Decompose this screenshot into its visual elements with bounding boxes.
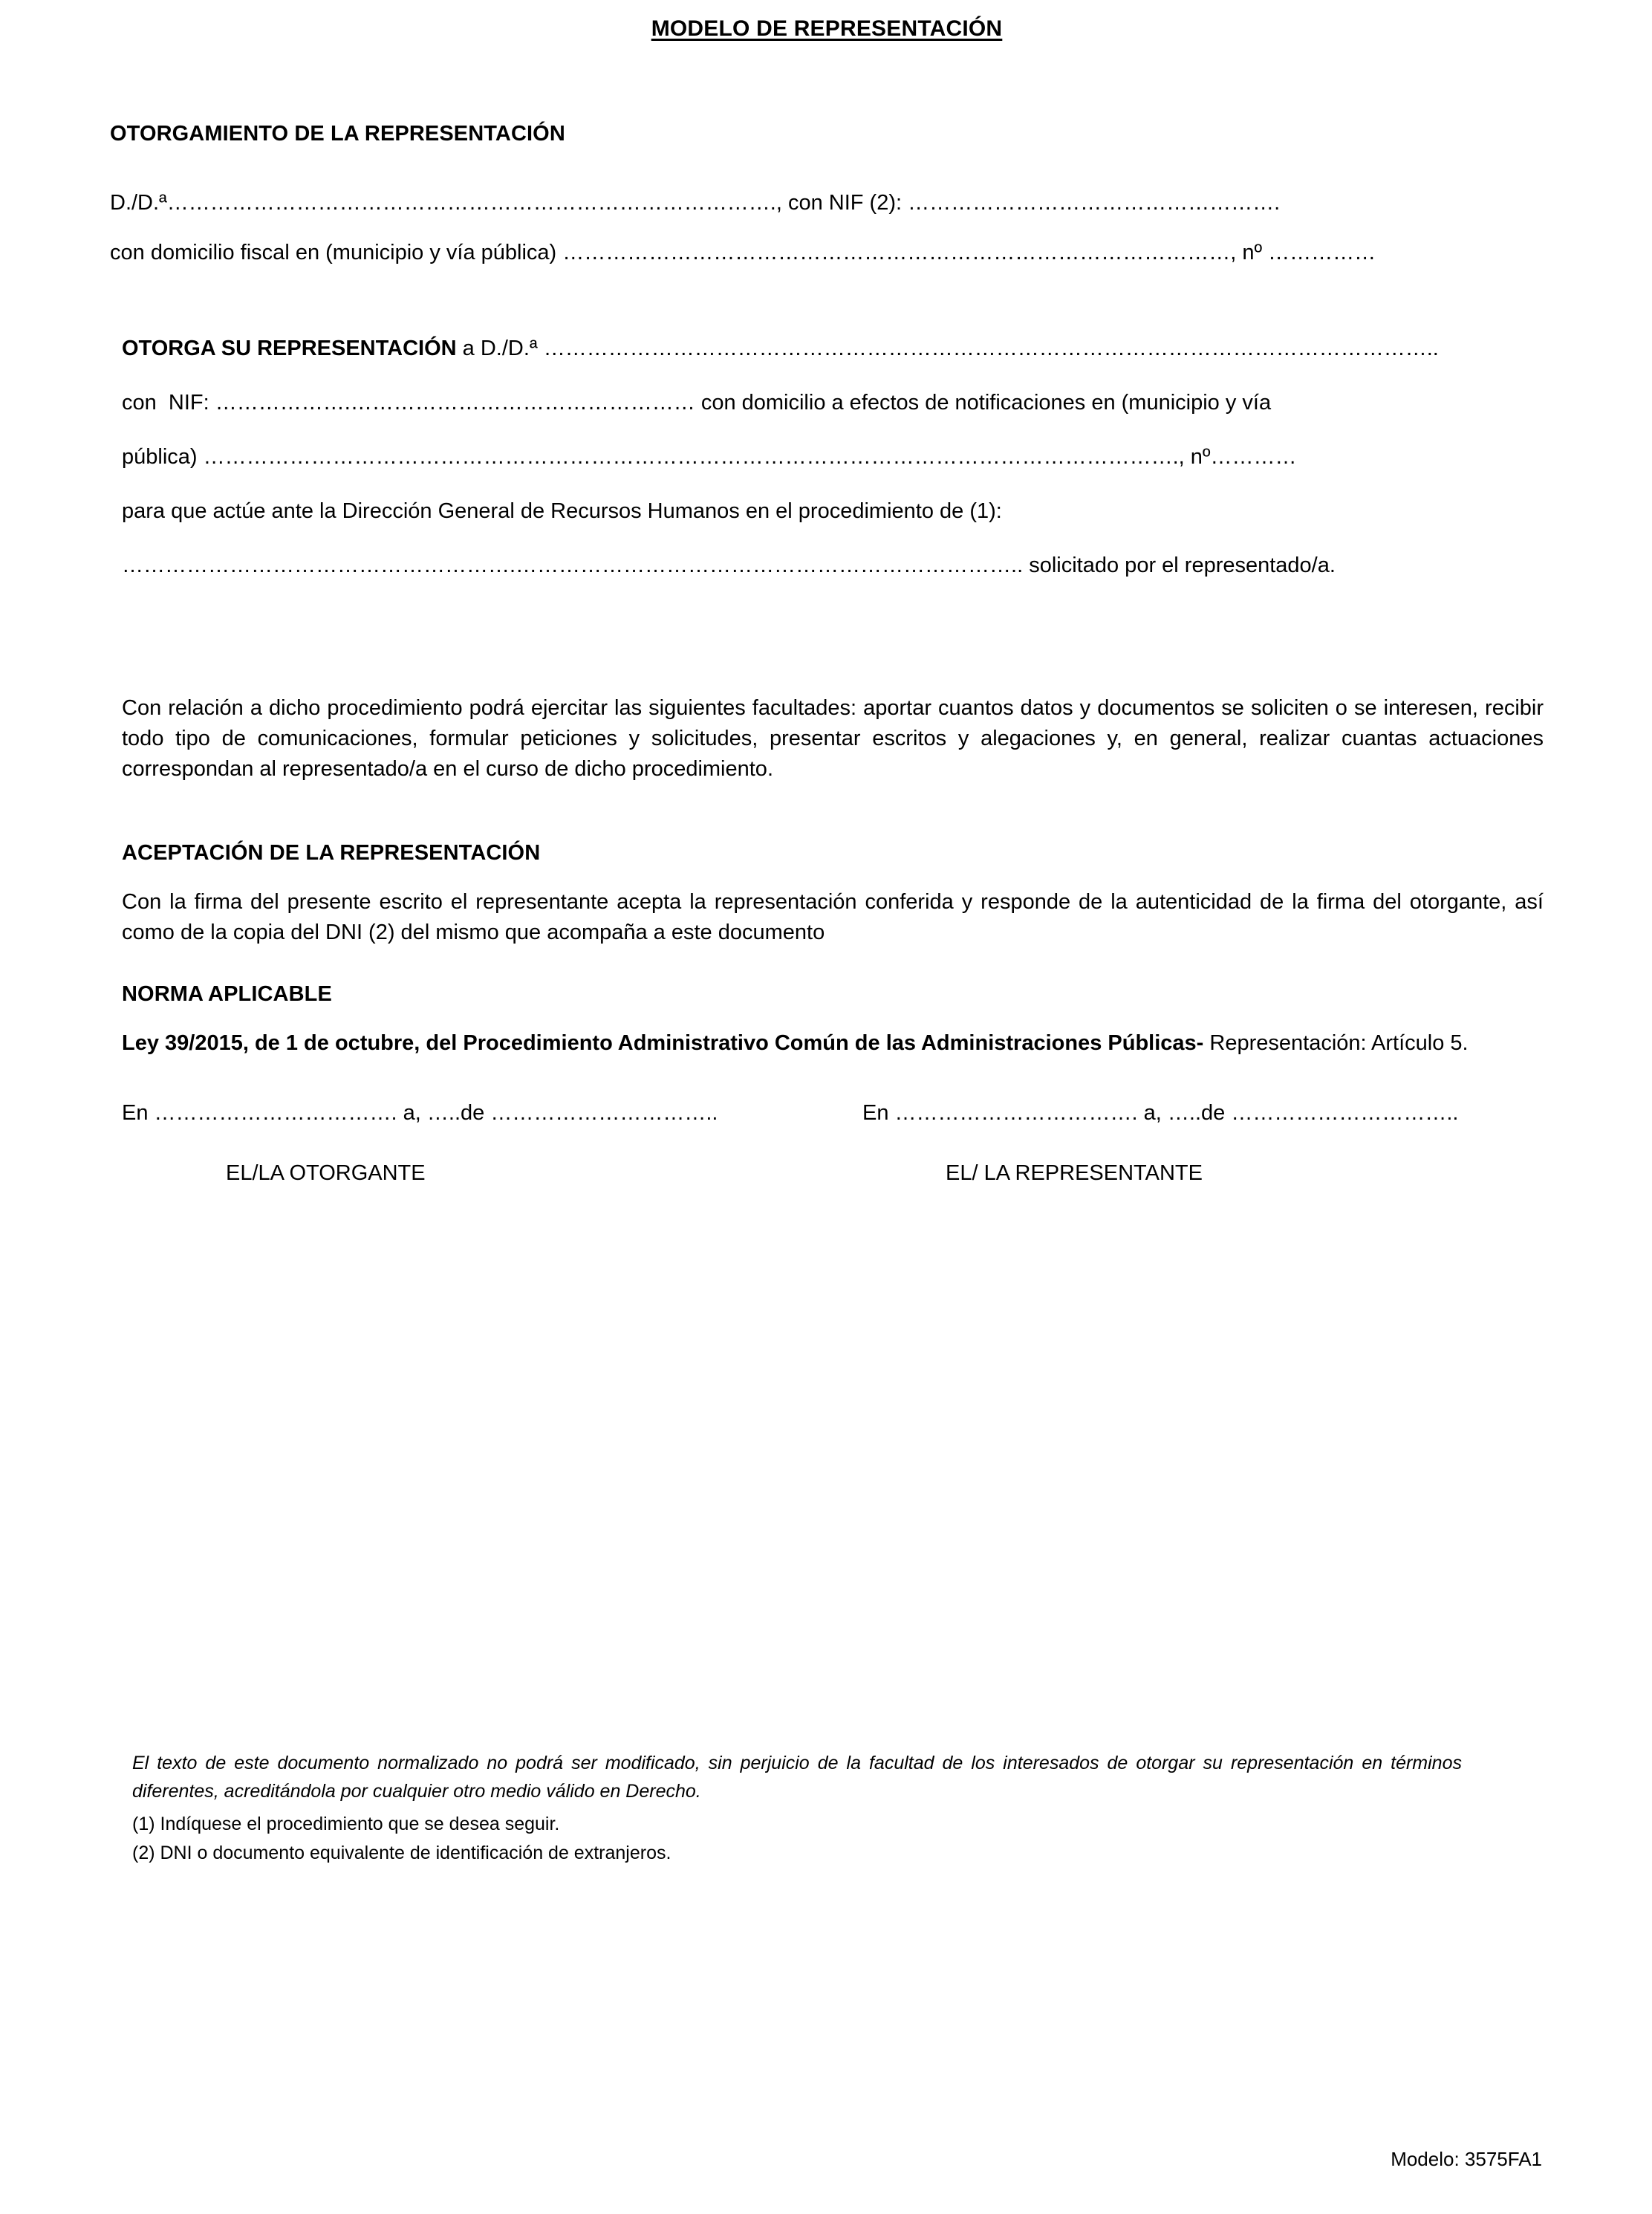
footnote-italic: El texto de este documento normalizado no podrá ser modificado, sin perjuicio de la facultad de los interesados de otorgar su representación en términos diferentes, acreditándola por cualquier otro medio válido en Derecho. <box>132 1753 1462 1802</box>
aceptacion-text: Con la firma del presente escrito el representante acepta la representación conferida y responde de la autenticidad de la firma del otorgante, así como de la copia del DNI (2) del mismo que acompaña a este documento <box>122 889 1544 944</box>
otorga-line-1 <box>122 338 1544 360</box>
norma-law-rest: Representación: Artículo 5. <box>1209 1030 1469 1055</box>
page-title <box>110 16 1544 42</box>
model-code: Modelo: 3575FA1 <box>1391 2148 1542 2170</box>
otorgamiento-line-1: D./D.ª…………………………………………………………………………., con NIF (2): ……………………………………………. <box>110 191 1281 215</box>
otorga-line-3: pública) ………………………………………………………………………………………………………………………., nº………… <box>122 445 1297 469</box>
otorga-line-1-rest: a D./D.ª …………………………………………………………………………………………………………….. <box>456 337 1439 360</box>
signature-label-otorgante: EL/LA OTORGANTE <box>226 1160 426 1185</box>
section-aceptacion <box>110 841 1544 948</box>
section-heading-otorgamiento: OTORGAMIENTO DE LA REPRESENTACIÓN <box>110 122 565 146</box>
otorga-line-2: con NIF: ……………….………………………………………… con domicilio a efectos de notificaciones en (municipio y vía <box>122 391 1272 415</box>
facultades-text: Con relación a dicho procedimiento podrá ejercitar las siguientes facultades: aportar cuantos datos y documentos se soliciten o se interesen, recibir todo tipo de comunicaciones, formular peticiones y solicitudes, presentar escritos y alegaciones y, en general, realizar cuantas actuaciones correspondan al representado/a en el curso de dicho procedimiento. <box>122 696 1544 782</box>
section-facultades <box>110 693 1544 785</box>
norma-text <box>122 1028 1544 1058</box>
otorga-heading-bold: OTORGA SU REPRESENTACIÓN <box>122 337 457 360</box>
signature-block-representante <box>833 1101 1544 1186</box>
section-otorgamiento <box>110 122 1544 264</box>
otorgamiento-line-2: con domicilio fiscal en (municipio y vía pública) …………………………………………………………………………………, nº …………… <box>110 241 1376 264</box>
section-heading-aceptacion: ACEPTACIÓN DE LA REPRESENTACIÓN <box>122 840 541 865</box>
otorga-line-5: ……………………………………………….…………………………………………………………….. solicitado por el representado/a. <box>122 554 1336 577</box>
document-content <box>110 0 1544 1186</box>
section-heading-norma: NORMA APLICABLE <box>122 981 332 1006</box>
section-norma <box>110 982 1544 1058</box>
page-title-text: MODELO DE REPRESENTACIÓN <box>651 16 1003 41</box>
spacer <box>110 146 1544 192</box>
spacer <box>110 292 1544 338</box>
signature-place-otorgante: En ……………………………. a, …..de ………………………….. <box>122 1100 718 1125</box>
spacer <box>110 807 1544 841</box>
signature-label-representante: EL/ LA REPRESENTANTE <box>946 1160 1203 1185</box>
otorga-line-4: para que actúe ante la Dirección General de Recursos Humanos en el procedimiento de (1): <box>122 499 1002 523</box>
footnotes <box>132 1750 1462 1868</box>
signature-row <box>110 1101 1544 1186</box>
section-otorga-representacion <box>110 338 1544 577</box>
signature-place-representante: En ……………………………. a, …..de ………………………….. <box>862 1100 1459 1125</box>
norma-law-bold: Ley 39/2015, de 1 de octubre, del Procedimiento Administrativo Común de las Administraciones Públicas- <box>122 1030 1204 1055</box>
footnote-1: (1) Indíquese el procedimiento que se desea seguir. <box>132 1814 560 1834</box>
spacer <box>110 609 1544 672</box>
footnote-2: (2) DNI o documento equivalente de identificación de extranjeros. <box>132 1842 671 1863</box>
signature-block-otorgante <box>122 1101 833 1186</box>
